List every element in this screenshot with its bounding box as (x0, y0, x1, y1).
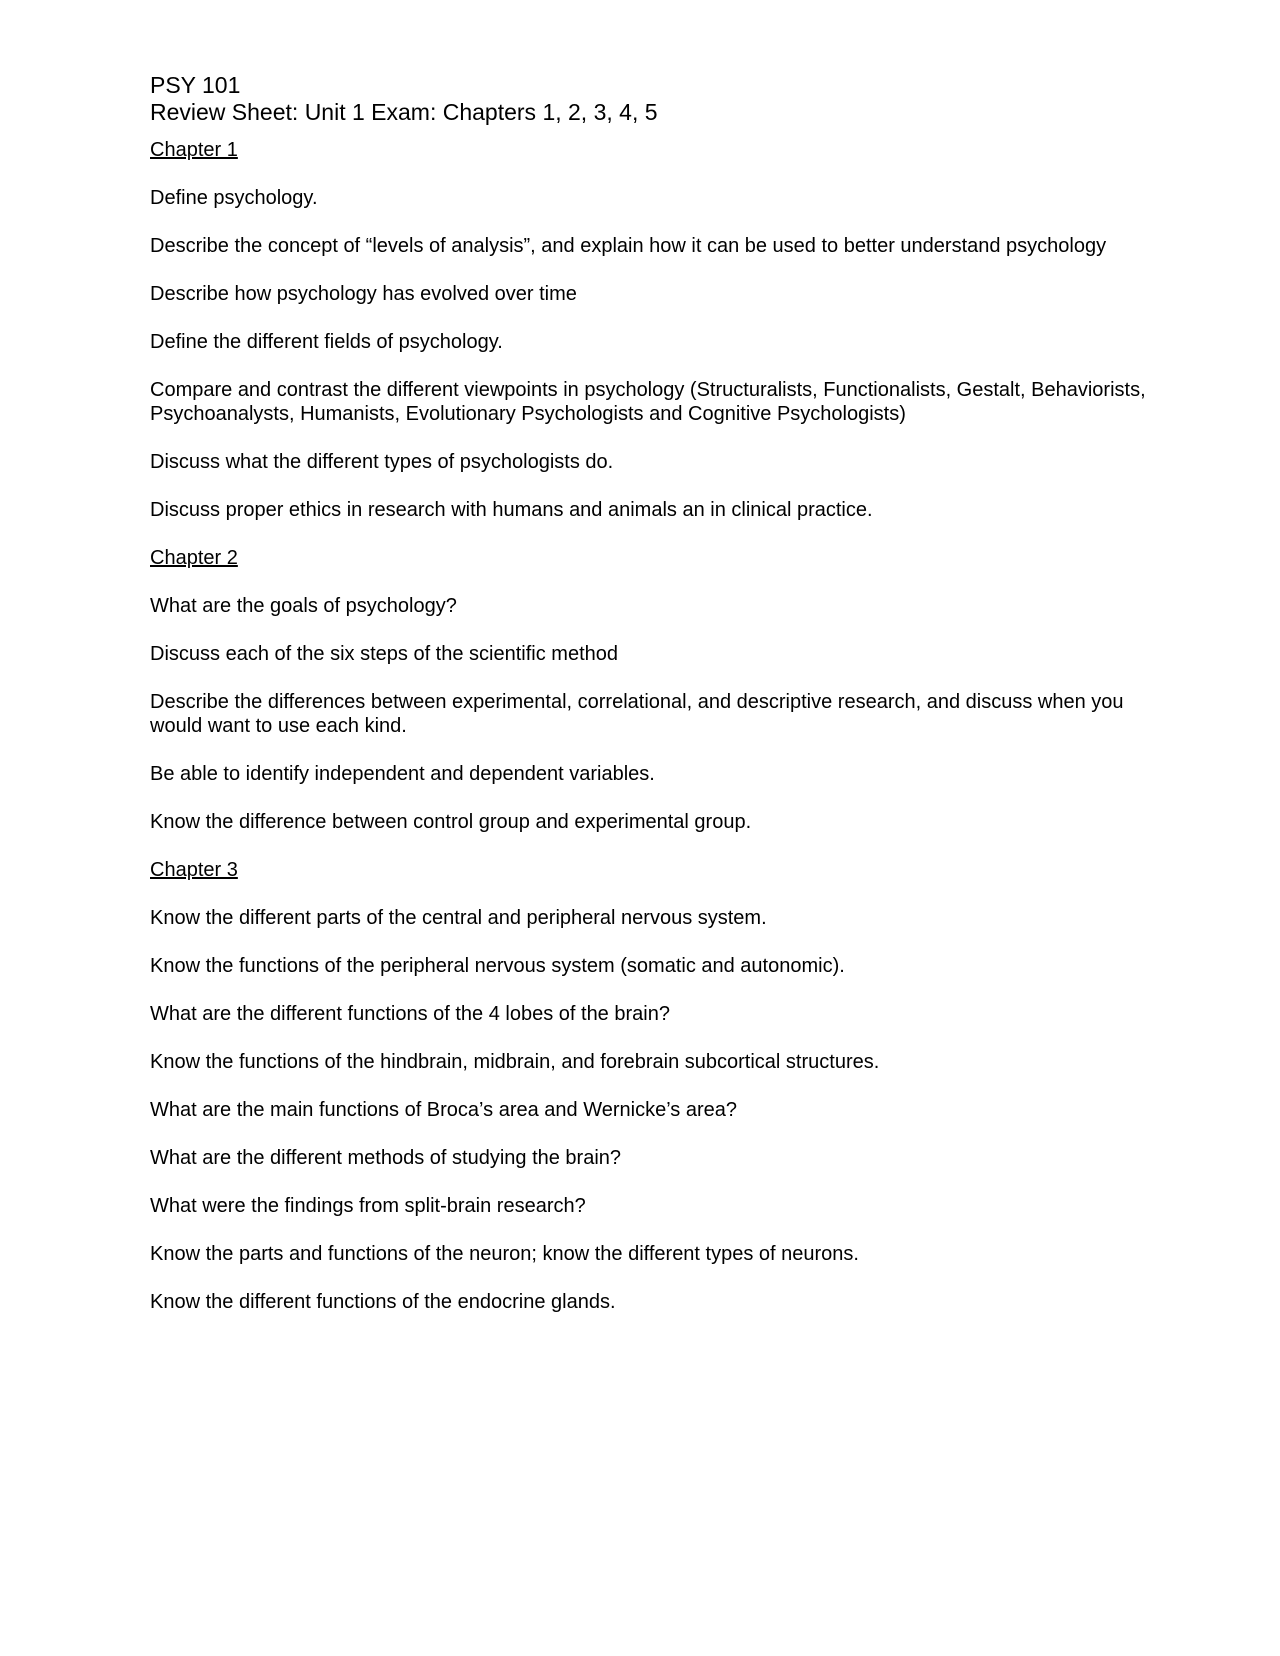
section-chapter-2 (150, 546, 1150, 834)
review-item: Be able to identify independent and dependent variables. (150, 763, 655, 785)
review-item: What are the main functions of Broca’s area and Wernicke’s area? (150, 1099, 737, 1121)
review-item: What are the different methods of studying the brain? (150, 1147, 622, 1169)
review-item: Describe the differences between experimental, correlational, and descriptive research, and discuss when you would want to use each kind. (150, 691, 1124, 737)
review-item: Know the difference between control group and experimental group. (150, 811, 752, 833)
review-item: Know the different functions of the endocrine glands. (150, 1291, 616, 1313)
section-chapter-3 (150, 858, 1150, 1314)
review-item: Discuss each of the six steps of the scientific method (150, 643, 618, 665)
review-item: Describe how psychology has evolved over time (150, 283, 577, 305)
review-item: Define psychology. (150, 187, 318, 209)
review-item: What are the goals of psychology? (150, 595, 457, 617)
chapter-heading: Chapter 2 (150, 547, 238, 569)
chapter-heading: Chapter 1 (150, 139, 238, 161)
section-chapter-1 (150, 138, 1150, 522)
review-item: Define the different fields of psychology. (150, 331, 503, 353)
review-item: Know the functions of the hindbrain, midbrain, and forebrain subcortical structures. (150, 1051, 880, 1073)
review-item: Know the different parts of the central and peripheral nervous system. (150, 907, 767, 929)
review-item: Discuss what the different types of psychologists do. (150, 451, 614, 473)
document-title: Review Sheet: Unit 1 Exam: Chapters 1, 2, 3, 4, 5 (150, 99, 658, 125)
review-item: Compare and contrast the different viewpoints in psychology (Structuralists, Functionalists, Gestalt, Behaviorists, Psychoanalysts, Humanists, Evolutionary Psychologists and Cognitive Psychologists) (150, 379, 1146, 425)
document-page (150, 72, 1150, 1338)
review-item: Discuss proper ethics in research with humans and animals an in clinical practice. (150, 499, 873, 521)
review-item: Know the functions of the peripheral nervous system (somatic and autonomic). (150, 955, 845, 977)
review-item: Describe the concept of “levels of analysis”, and explain how it can be used to better understand psychology (150, 235, 1107, 257)
chapter-heading: Chapter 3 (150, 859, 238, 881)
course-code: PSY 101 (150, 72, 241, 98)
review-item: What are the different functions of the 4 lobes of the brain? (150, 1003, 670, 1025)
review-item: Know the parts and functions of the neuron; know the different types of neurons. (150, 1243, 859, 1265)
review-item: What were the findings from split-brain research? (150, 1195, 586, 1217)
